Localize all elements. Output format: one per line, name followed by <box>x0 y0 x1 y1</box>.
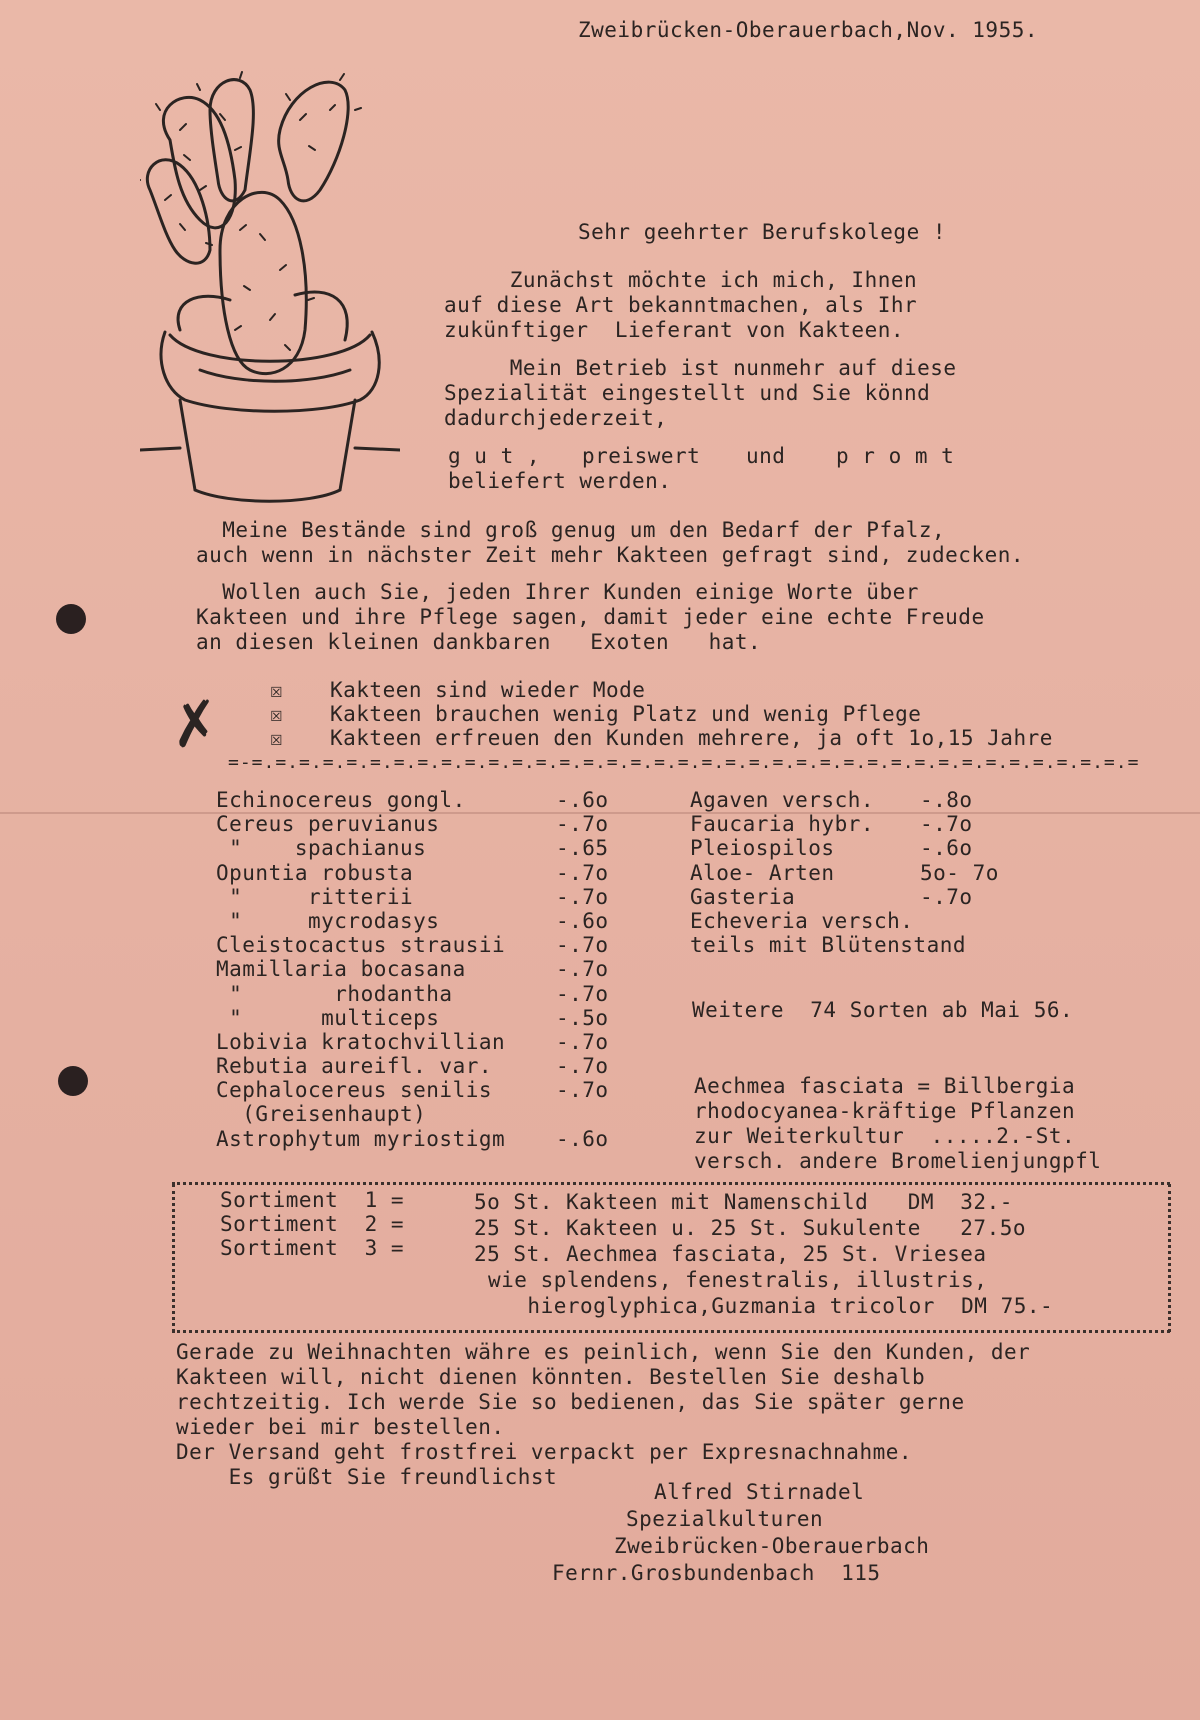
closing-line-4: wieder bei mir bestellen. <box>176 1415 505 1439</box>
plant-price: -.7o <box>556 860 609 885</box>
price-row <box>216 1127 609 1151</box>
signature-business: Spezialkulturen <box>626 1507 824 1531</box>
plant-price: -.7o <box>920 812 973 837</box>
plant-price: -.8o <box>920 788 973 812</box>
place-date: Zweibrücken-Oberauerbach,Nov. 1955. <box>578 18 1039 42</box>
box-top-border <box>172 1182 1170 1185</box>
plant-price: -.7o <box>556 812 609 837</box>
price-row <box>216 933 609 957</box>
plant-name: " rhodantha <box>216 981 453 1006</box>
aechmea-line-2: rhodocyanea-kräftige Pflanzen <box>694 1099 1076 1123</box>
price-row <box>690 861 999 885</box>
plant-price: -.65 <box>556 836 609 861</box>
box-bottom-border <box>172 1330 1170 1333</box>
price-row <box>216 836 609 860</box>
plant-name: (Greisenhaupt) <box>216 1102 427 1127</box>
punch-hole-bottom <box>58 1066 88 1096</box>
bullet-marker: ☒ <box>270 702 284 726</box>
signature-name: Alfred Stirnadel <box>654 1480 865 1504</box>
sortiment-3-desc: 25 St. Aechmea fasciata, 25 St. Vriesea <box>474 1242 987 1266</box>
plant-price: -.7o <box>556 981 609 1006</box>
sortiment-3-cont-1: wie splendens, fenestralis, illustris, <box>488 1268 988 1292</box>
emphasis-gut: g u t , <box>448 444 541 468</box>
price-row <box>216 788 609 812</box>
sortiment-3-label: Sortiment 3 = <box>220 1236 405 1260</box>
plant-price: -.6o <box>556 788 609 812</box>
price-row <box>216 1078 609 1102</box>
plant-price: -.7o <box>556 933 609 958</box>
salutation: Sehr geehrter Berufskolege ! <box>578 220 947 244</box>
plant-name: " multiceps <box>216 1005 440 1030</box>
price-row <box>690 788 999 812</box>
bullet-item-3: Kakteen erfreuen den Kunden mehrere, ja oft 1o,15 Jahre <box>330 726 1053 750</box>
bullet-item-1: Kakteen sind wieder Mode <box>330 678 646 702</box>
plant-name: Astrophytum myriostigm <box>216 1126 506 1151</box>
plant-name: Gasteria <box>690 884 796 909</box>
handwritten-x-mark: ✗ <box>165 686 225 764</box>
plant-price: -.6o <box>556 908 609 933</box>
plant-name: " spachianus <box>216 836 427 861</box>
plant-price: -.7o <box>556 1054 609 1079</box>
price-row <box>216 982 609 1006</box>
plant-name: Echinocereus gongl. <box>216 788 466 812</box>
closing-line-3: rechtzeitig. Ich werde Sie so bedienen, das Sie später gerne <box>176 1390 965 1414</box>
more-sorts-note: Weitere 74 Sorten ab Mai 56. <box>692 998 1074 1022</box>
bullet-marker: ☒ <box>270 678 284 702</box>
paragraph-customers-line-1: Wollen auch Sie, jeden Ihrer Kunden einige Worte über <box>196 580 919 604</box>
box-left-border <box>172 1184 175 1332</box>
price-row <box>216 909 609 933</box>
sortiment-2-label: Sortiment 2 = <box>220 1212 405 1236</box>
plant-name: Echeveria versch. <box>690 908 914 933</box>
punch-hole-top <box>56 604 86 634</box>
price-row <box>216 1102 609 1126</box>
sortiment-1-label: Sortiment 1 = <box>220 1188 405 1212</box>
closing-line-2: Kakteen will, nicht dienen könnten. Bestellen Sie deshalb <box>176 1365 926 1389</box>
plant-price: -.5o <box>556 1005 609 1030</box>
price-row <box>690 885 999 909</box>
plant-name: " ritterii <box>216 884 414 909</box>
plant-price: -.7o <box>556 884 609 909</box>
plant-name: " mycrodasys <box>216 908 440 933</box>
plant-name: Mamillaria bocasana <box>216 957 466 982</box>
price-row <box>216 812 609 836</box>
plant-name: teils mit Blütenstand <box>690 933 967 958</box>
paragraph-stock-line-1: Meine Bestände sind groß genug um den Bedarf der Pfalz, <box>196 518 946 542</box>
paragraph-business-line-1: Mein Betrieb ist nunmehr auf diese <box>444 356 957 380</box>
plant-price: 5o- 7o <box>920 860 999 885</box>
plant-price: -.7o <box>920 884 973 909</box>
bullet-item-2: Kakteen brauchen wenig Platz und wenig Pflege <box>330 702 922 726</box>
plant-name: Rebutia aureifl. var. <box>216 1054 493 1079</box>
signature-place: Zweibrücken-Oberauerbach <box>614 1534 930 1558</box>
price-row <box>216 885 609 909</box>
paragraph-business-line-3: dadurchjederzeit, <box>444 406 668 430</box>
plant-name: Lobivia kratochvillian <box>216 1029 506 1054</box>
price-row <box>216 861 609 885</box>
plant-price: -.6o <box>556 1126 609 1151</box>
aechmea-line-4: versch. andere Bromelienjungpfl <box>694 1149 1102 1173</box>
pricelist-right <box>690 788 999 957</box>
emphasis-preiswert: preiswert <box>582 444 701 468</box>
plant-name: Cephalocereus senilis <box>216 1078 493 1103</box>
separator-line: =-=.=.=.=.=.=.=.=.=.=.=.=.=.=.=.=.=.=.=.=.=.=.=.=.=.=.=.=.=.=.=.=.=.=.=.=.=.= <box>228 752 1140 773</box>
price-row <box>216 957 609 981</box>
sortiment-3-cont-2: hieroglyphica,Guzmania tricolor DM 75.- <box>488 1294 1054 1318</box>
price-row <box>690 933 999 957</box>
paragraph-customers-line-3: an diesen kleinen dankbaren Exoten hat. <box>196 630 762 654</box>
sortiment-2-desc: 25 St. Kakteen u. 25 St. Sukulente 27.5o <box>474 1216 1027 1240</box>
signature-phone: Fernr.Grosbundenbach 115 <box>552 1561 881 1585</box>
price-row <box>216 1054 609 1078</box>
paragraph-intro-line-3: zukünftiger Lieferant von Kakteen. <box>444 318 905 342</box>
paragraph-delivered: beliefert werden. <box>448 469 672 493</box>
plant-name: Cereus peruvianus <box>216 812 440 837</box>
paragraph-intro-line-1: Zunächst möchte ich mich, Ihnen <box>444 268 918 292</box>
closing-line-1: Gerade zu Weihnachten währe es peinlich, wenn Sie den Kunden, der <box>176 1340 1031 1364</box>
aechmea-line-3: zur Weiterkultur .....2.-St. <box>694 1124 1076 1148</box>
paragraph-business-line-2: Spezialität eingestellt und Sie könnd <box>444 381 931 405</box>
plant-name: Agaven versch. <box>690 788 875 812</box>
paragraph-customers-line-2: Kakteen und ihre Pflege sagen, damit jeder eine echte Freude <box>196 605 985 629</box>
price-row <box>216 1030 609 1054</box>
plant-price: -.6o <box>920 836 973 861</box>
price-row <box>690 812 999 836</box>
aechmea-line-1: Aechmea fasciata = Billbergia <box>694 1074 1076 1098</box>
emphasis-promt: p r o m t <box>836 444 955 468</box>
emphasis-und: und <box>746 444 786 468</box>
closing-greeting: Es grüßt Sie freundlichst <box>176 1465 558 1489</box>
paragraph-intro-line-2: auf diese Art bekanntmachen, als Ihr <box>444 293 918 317</box>
plant-price: -.7o <box>556 1078 609 1103</box>
price-row <box>690 836 999 860</box>
plant-name: Opuntia robusta <box>216 860 414 885</box>
sortiment-1-desc: 5o St. Kakteen mit Namenschild DM 32.- <box>474 1190 1013 1214</box>
plant-price: -.7o <box>556 957 609 982</box>
price-row <box>216 1006 609 1030</box>
plant-price: -.7o <box>556 1029 609 1054</box>
closing-shipping: Der Versand geht frostfrei verpackt per Expresnachnahme. <box>176 1440 913 1464</box>
plant-name: Aloe- Arten <box>690 860 835 885</box>
price-row <box>690 909 999 933</box>
pricelist-left <box>216 788 609 1151</box>
cactus-pot-illustration <box>140 70 400 510</box>
plant-name: Faucaria hybr. <box>690 812 875 837</box>
paragraph-stock-line-2: auch wenn in nächster Zeit mehr Kakteen gefragt sind, zudecken. <box>196 543 1025 567</box>
bullet-marker: ☒ <box>270 726 284 750</box>
box-right-border <box>1168 1184 1171 1332</box>
plant-name: Pleiospilos <box>690 836 835 861</box>
plant-name: Cleistocactus strausii <box>216 933 506 958</box>
